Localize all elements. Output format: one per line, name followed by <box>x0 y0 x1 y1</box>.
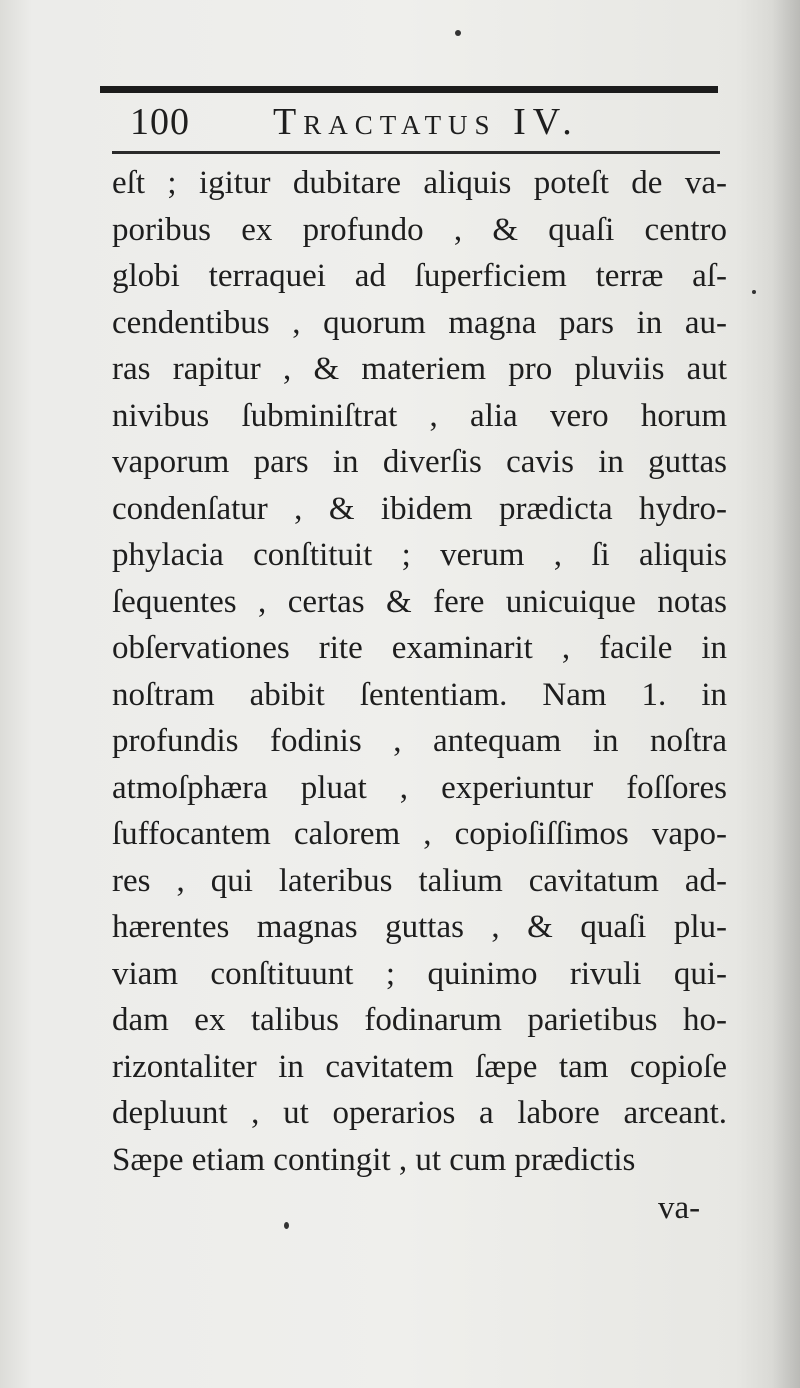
text-line: profundis fodinis , antequam in noſtra <box>112 723 727 759</box>
text-line: globi terraquei ad ſuperficiem terræ aſ- <box>112 258 727 294</box>
text-line: eſt ; igitur dubitare aliquis poteſt de va- <box>112 165 727 201</box>
header-rule-bottom <box>112 151 720 154</box>
text-line: vaporum pars in diverſis cavis in guttas <box>112 444 727 480</box>
text-line: poribus ex profundo , & quaſi centro <box>112 211 727 248</box>
text-line: ras rapitur , & materiem pro pluviis aut <box>112 351 727 387</box>
text-line: rizontaliter in cavitatem ſæpe tam copioſe <box>112 1048 727 1085</box>
running-head <box>130 97 630 147</box>
ink-speck <box>455 30 461 36</box>
text-line: ſuffocantem calorem , copioſiſſimos vapo- <box>112 816 727 852</box>
catchword: va- <box>658 1190 701 1226</box>
text-line: dam ex talibus fodinarum parietibus ho- <box>112 1002 727 1038</box>
text-line: obſervationes rite examinarit , facile in <box>112 630 727 666</box>
text-line: res , qui lateribus talium cavitatum ad- <box>112 862 727 899</box>
text-line: condenſatur , & ibidem prædicta hydro- <box>112 490 727 527</box>
text-line: noſtram abibit ſententiam. Nam 1. in <box>112 676 727 713</box>
text-line: cendentibus , quorum magna pars in au- <box>112 304 727 341</box>
page-edge-shadow <box>772 0 800 1388</box>
text-line: Sæpe etiam contingit , ut cum prædictis <box>112 1141 636 1178</box>
ink-speck <box>284 1222 289 1229</box>
text-line: hærentes magnas guttas , & quaſi plu- <box>112 909 727 945</box>
text-line: atmoſphæra pluat , experiuntur foſſores <box>112 769 727 806</box>
header-rule-top <box>100 86 718 93</box>
text-line: depluunt , ut operarios a labore arceant. <box>112 1095 727 1131</box>
body-text <box>112 160 727 1183</box>
page-number: 100 <box>130 101 190 143</box>
text-line: phylacia conſtituit ; verum , ſi aliquis <box>112 537 727 573</box>
text-line: nivibus ſubminiſtrat , alia vero horum <box>112 397 727 434</box>
text-line: viam conſtituunt ; quinimo rivuli qui- <box>112 955 727 992</box>
text-line: ſequentes , certas & fere unicuique notas <box>112 583 727 620</box>
running-title: Tractatus IV. <box>273 101 579 143</box>
ink-speck <box>752 290 756 294</box>
